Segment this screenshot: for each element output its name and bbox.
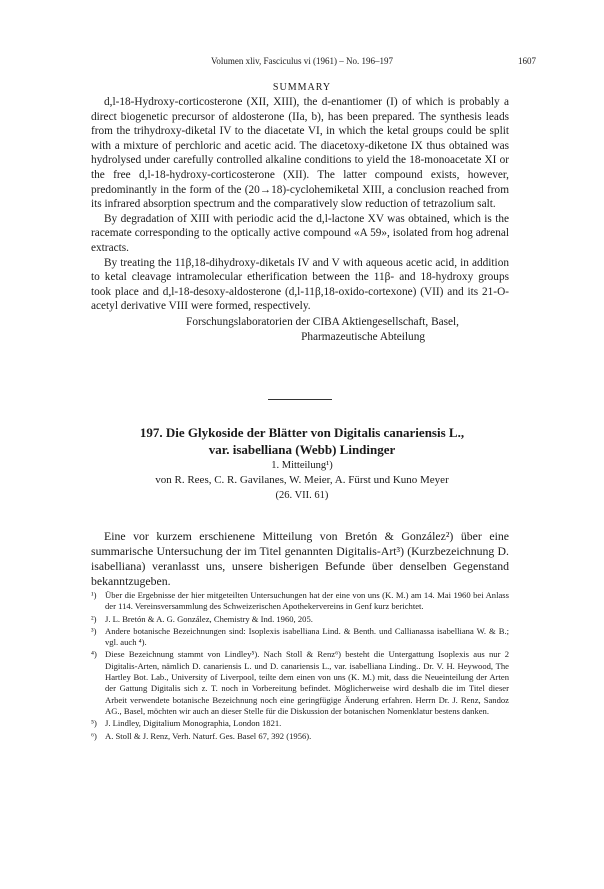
- footnote-text: Über die Ergebnisse der hier mitgeteilten Untersuchungen hat der eine von uns (K. M.) am 14. Mai 1960 bei Anlass der 114. Vereinsversammlung des Schweizerischen Apothekervereins in Genf kurz berichtet.: [105, 590, 509, 612]
- footnote: [91, 731, 509, 742]
- institution-signature: [91, 315, 509, 344]
- footnote-text: J. Lindley, Digitalium Monographia, London 1821.: [105, 718, 282, 729]
- summary-section: [91, 95, 509, 344]
- author-list: von R. Rees, C. R. Gavilanes, W. Meier, A. Fürst und Kuno Meyer: [155, 474, 449, 486]
- footnotes: [91, 590, 509, 743]
- communication-number: 1. Mitteilung¹): [271, 460, 333, 471]
- footnote-text: Diese Bezeichnung stammt von Lindley⁵). Nach Stoll & Renz⁶) besteht die Untergattung Isoplexis aus nur 2 Digitalis-Arten, nämlich D. canariensis L. und D. canariensis L., var. isabelliana Linding.. Dr. V. H. Heywood, The Hartley Bot. Lab., University of Liverpool, teilte dem einen von uns (K. M.) mit, dass die Neueinteilung der Arten der Gattung Digitalis sich z. T. noch in Vorbereitung befindet. Möglicherweise wird deshalb die im Titel dieser Arbeit verwendete botanische Bezeichnung noch eine geringfügige Änderung erfahren. Herrn Dr. J. Renz, Sandoz AG., Basel, möchten wir auch an dieser Stelle für die Diskussion der botanischen Nomenklatur bestens danken.: [105, 649, 509, 716]
- footnote: [91, 626, 509, 649]
- footnote-mark: ⁶): [91, 730, 97, 741]
- section-divider: [268, 399, 332, 400]
- page-number: 1607: [518, 56, 536, 66]
- running-title: Volumen xliv, Fasciculus vi (1961) – No. 196–197: [211, 56, 393, 66]
- footnote-text: Andere botanische Bezeichnungen sind: Isoplexis isabelliana Lind. & Benth. und Callianassa isabelliana W. & B.; vgl. auch ⁴).: [105, 625, 509, 648]
- signature-line: Forschungslaboratorien der CIBA Aktiengesellschaft, Basel,: [186, 315, 459, 328]
- intro-paragraph: Eine vor kurzem erschienene Mitteilung von Bretón & González²) über eine summarische Untersuchung der im Titel genannten Digitalis-Art³) (Kurzbezeichnung D. isabelliana) veranlasst uns, unsere bisherigen Befunde über denselben Gegenstand bekanntzugeben.: [91, 529, 509, 588]
- footnote: [91, 590, 509, 613]
- introduction: [91, 529, 509, 589]
- received-date: (26. VII. 61): [275, 490, 329, 501]
- article-title: var. isabelliana (Webb) Lindinger: [208, 442, 396, 457]
- summary-paragraph: By degradation of XIII with periodic acid the d,l-lactone XV was obtained, which is the racemate corresponding to the optically active compound «A 59», isolated from hog adrenal extracts.: [91, 212, 509, 254]
- footnote-text: J. L. Bretón & A. G. González, Chemistry & Ind. 1960, 205.: [105, 613, 313, 624]
- footnote-text: A. Stoll & J. Renz, Verh. Naturf. Ges. Basel 67, 392 (1956).: [105, 730, 312, 741]
- footnote-mark: ⁵): [91, 718, 97, 729]
- footnote-mark: ¹): [91, 590, 97, 600]
- article-title: 197. Die Glykoside der Blätter von Digitalis canariensis L.,: [139, 425, 465, 440]
- summary-paragraph: By treating the 11β,18-dihydroxy-diketals IV and V with aqueous acetic acid, in addition to ketal cleavage intramolecular etherification between the 11β- and 18-hydroxy groups took place and d,l-18-desoxy-aldosterone (d,l-11β,18-oxido-cortexone) (VII) and its 21-O-acetyl derivative VIII were formed, respectively.: [91, 256, 509, 313]
- footnote-mark: ²): [91, 613, 97, 624]
- running-header: [0, 56, 604, 70]
- footnote: [91, 649, 509, 717]
- summary-heading: SUMMARY: [272, 82, 332, 93]
- footnote: [91, 718, 509, 729]
- footnote-mark: ³): [91, 625, 97, 636]
- footnote: [91, 614, 509, 625]
- signature-line: Pharmazeutische Abteilung: [301, 330, 425, 343]
- summary-paragraph: d,l-18-Hydroxy-corticosterone (XII, XIII), the d-enantiomer (I) of which is probably a direct biogenetic precursor of aldosterone (IIa, b), has been prepared. The synthesis leads from the trihydroxy-diketal IV to the diacetate VI, in which the ketal groups could be split with a mixture of perchloric and acetic acid. The diacetoxy-diketone IX thus obtained was hydrolysed under carefully controlled alkaline conditions to yield the 18-monoacetate XI or the free d,l-18-hydroxy-corticosterone (XII). The latter compound exists, however, predominantly in the form of the (20→18)-cyclohemiketal XIII, a conclusion reached from its infrared absorption spectrum and the comparatively slow reduction of tetrazolium salt.: [91, 96, 509, 211]
- footnote-mark: ⁴): [91, 649, 97, 660]
- article-header: [0, 424, 604, 503]
